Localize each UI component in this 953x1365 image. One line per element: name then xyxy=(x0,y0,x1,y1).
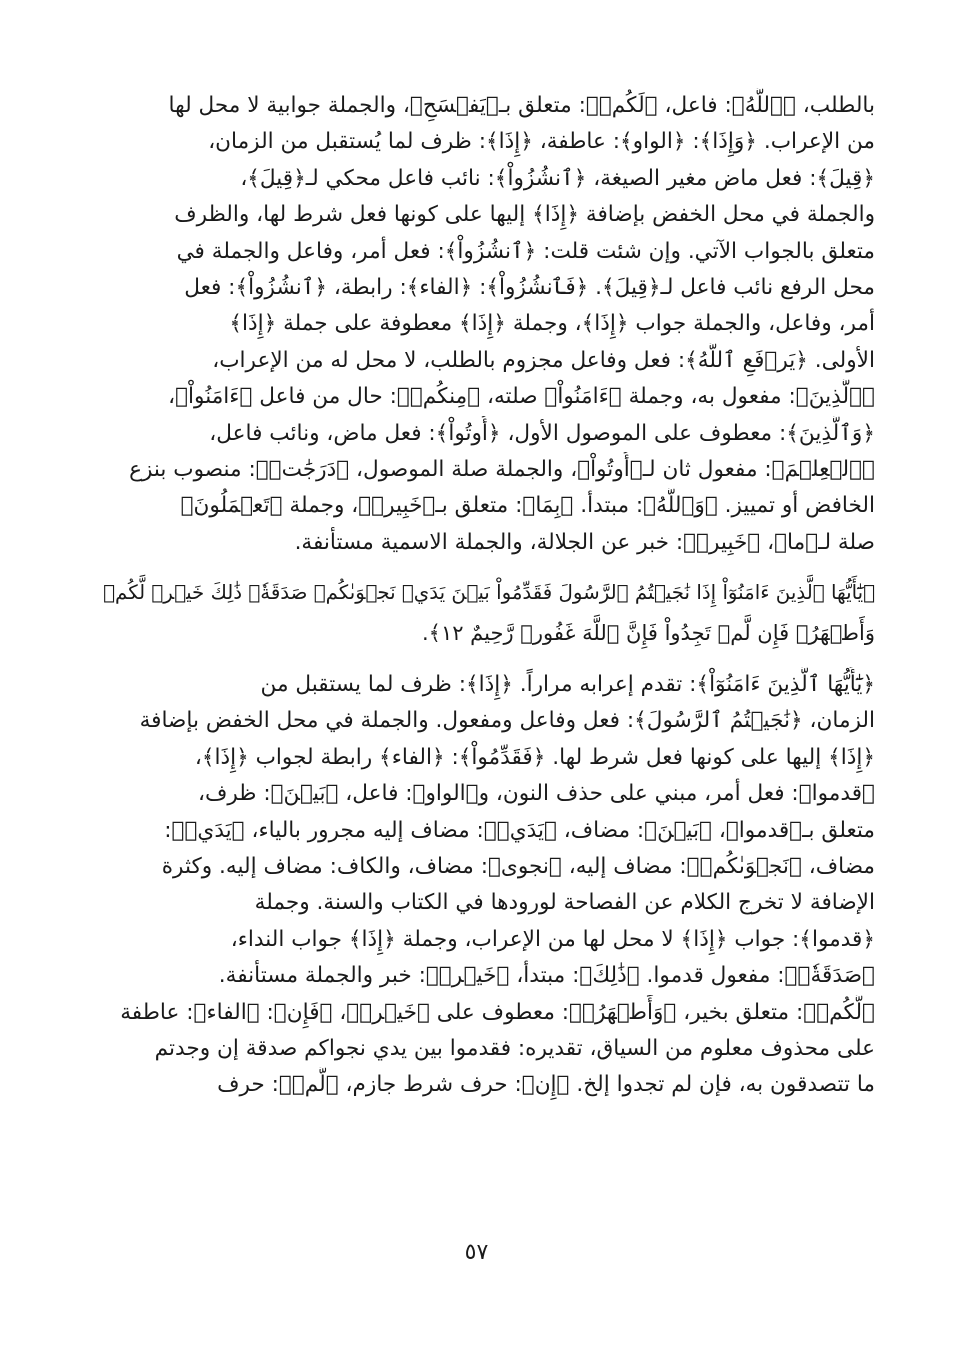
text-line: من الإعراب. ﴿وَإِذَا﴾: ﴿الواو﴾: عاطفة، ﴿إِذَا﴾: ظرف لما يُستقبل من الزمان، xyxy=(208,129,875,155)
page-body xyxy=(100,88,875,1288)
text-line: متعلق بـ﴿قدموا﴾، ﴿بَيۡنَ﴾: مضاف، ﴿يَدَيۡ﴾: مضاف إليه مجرور بالياء، ﴿يَدَيۡ﴾: xyxy=(164,817,875,843)
text-line: الزمان، ﴿نَٰجَيۡتُمُ ٱلرَّسُولَ﴾: فعل وفاعل ومفعول. والجملة في محل الخفض بإضافة xyxy=(139,708,875,734)
text-line: ﴿قدموا﴾: فعل أمر، مبني على حذف النون، و﴿الواو﴾: فاعل، ﴿بَيۡنَ﴾: ظرف، xyxy=(198,781,875,807)
text-line: ﴿قِيلَ﴾: فعل ماض مغير الصيغة، ﴿ٱنشُزُواْ﴾: نائب فاعل محكي لـ﴿قِيلَ﴾، xyxy=(240,165,875,191)
text-line: مضاف، ﴿نَجۡوَىٰكُمۡ﴾: مضاف إليه، ﴿نجوى﴾: مضاف، والكاف: مضاف إليه. وكثرة xyxy=(161,854,875,880)
text-line: ﴿قدموا﴾: جواب ﴿إِذَا﴾ لا محل لها من الإعراب، وجملة ﴿إِذَا﴾ جواب النداء، xyxy=(230,926,875,952)
verse-line: ﴿يَٰٓأَيُّهَا ٱلَّذِينَ ءَامَنُوٓاْ إِذَا نَٰجَيۡتُمُ ٱلرَّسُولَ فَقَدِّمُواْ بَيۡنَ يَدَيۡ نَجۡوَىٰكُمۡ صَدَقَةٗۚ ذَٰلِكَ خَيۡرٞ لَّكُمۡ xyxy=(103,581,875,605)
text-line: ما تتصدقون به، فإن لم تجدوا إلخ. ﴿إِن﴾: حرف شرط جازم، ﴿لَّمۡ﴾: حرف xyxy=(217,1072,875,1098)
text-line: صلة لـ﴿ما﴾، ﴿خَبِيرٞ﴾: خبر عن الجلالة، والجملة الاسمية مستأنفة. xyxy=(294,529,875,555)
verse-line: وَأَطۡهَرُۚ فَإِن لَّمۡ تَجِدُواْ فَإِنَّ ٱللَّهَ غَفُورٞ رَّحِيمٌ ١٢﴾. xyxy=(421,621,875,646)
text-line: ﴿لَّكُمۡ﴾: متعلق بخير، ﴿وَأَطۡهَرُۚ﴾: معطوف على ﴿خَيۡرٞ﴾، ﴿فَإِن﴾: ﴿الفاء﴾: عاطفة xyxy=(120,999,875,1025)
text-line: الخافض أو تمييز. ﴿وَٱللَّهُ﴾: مبتدأ. ﴿بِمَا﴾: متعلق بـ﴿خَبِيرٞ﴾، وجملة ﴿تَعۡمَلُونَ﴾ xyxy=(180,493,875,519)
text-line: ﴿صَدَقَةٗۚ﴾: مفعول قدموا. ﴿ذَٰلِكَ﴾: مبتدأ، ﴿خَيۡرٞ﴾: خبر والجملة مستأنفة. xyxy=(218,963,875,989)
text-line: أمر، وفاعل، والجملة جواب ﴿إِذَا﴾، وجملة ﴿إِذَا﴾ معطوفة على جملة ﴿إِذَا﴾ xyxy=(229,311,875,337)
text-line: ﴿ٱلَّذِينَ﴾: مفعول به، وجملة ﴿ءَامَنُواْ﴾ صلته، ﴿مِنكُمۡ﴾: حال من فاعل ﴿ءَامَنُواْ﴾، xyxy=(168,384,875,410)
text-line: والجملة في محل الخفض بإضافة ﴿إِذَا﴾ إليها على كونها فعل شرط لها، والظرف xyxy=(174,202,875,228)
text-line: بالطلب، ﴿ٱللَّهُ﴾: فاعل، ﴿لَكُمۡ﴾: متعلق بـ﴿يَفۡسَحِ﴾، والجملة جوابية لا محل لها xyxy=(168,93,875,118)
page-number: ٥٧ xyxy=(464,1240,489,1265)
quran-verse xyxy=(100,573,875,653)
text-line: على محذوف معلوم من السياق، تقديره: فقدموا بين يدي نجواكم صدقة إن وجدتم xyxy=(154,1035,875,1061)
paragraph-grammar-analysis-2 xyxy=(100,667,875,1104)
paragraph-grammar-analysis-1 xyxy=(100,88,875,561)
text-line: الإضافة لا تخرج الكلام عن الفصاحة لورودها في الكتاب والسنة. وجملة xyxy=(254,890,875,916)
text-line: محل الرفع نائب فاعل لـ﴿قِيلَ﴾. ﴿فَٱنشُزُواْ﴾: ﴿الفاء﴾: رابطة، ﴿ٱنشُزُواْ﴾: فعل xyxy=(184,274,875,300)
text-line: ﴿إِذَا﴾ إليها على كونها فعل شرط لها. ﴿فَقَدِّمُواْ﴾: ﴿الفاء﴾ رابطة لجواب ﴿إِذَا﴾، xyxy=(194,744,875,770)
text-line: الأولى. ﴿يَرۡفَعِ ٱللَّهُ﴾: فعل وفاعل مجزوم بالطلب، لا محل له من الإعراب، xyxy=(212,347,875,373)
text-line: ﴿ٱلۡعِلۡمَ﴾: مفعول ثان لـ﴿أُوتُواْ﴾، والجملة صلة الموصول، ﴿دَرَجَٰتٖ﴾: منصوب بنزع xyxy=(129,456,875,482)
text-line: متعلق بالجواب الآتي. وإن شئت قلت: ﴿ٱنشُزُواْ﴾: فعل أمر، وفاعل والجملة في xyxy=(176,238,875,264)
text-line: ﴿يَٰٓأَيُّهَا ٱلَّذِينَ ءَامَنُوٓاْ﴾: تقدم إعرابه مراراً. ﴿إِذَا﴾: ظرف لما يستقبل من xyxy=(260,672,875,698)
text-line: ﴿وَٱلَّذِينَ﴾: معطوف على الموصول الأول، ﴿أُوتُواْ﴾: فعل ماض، ونائب فاعل، xyxy=(209,420,875,446)
